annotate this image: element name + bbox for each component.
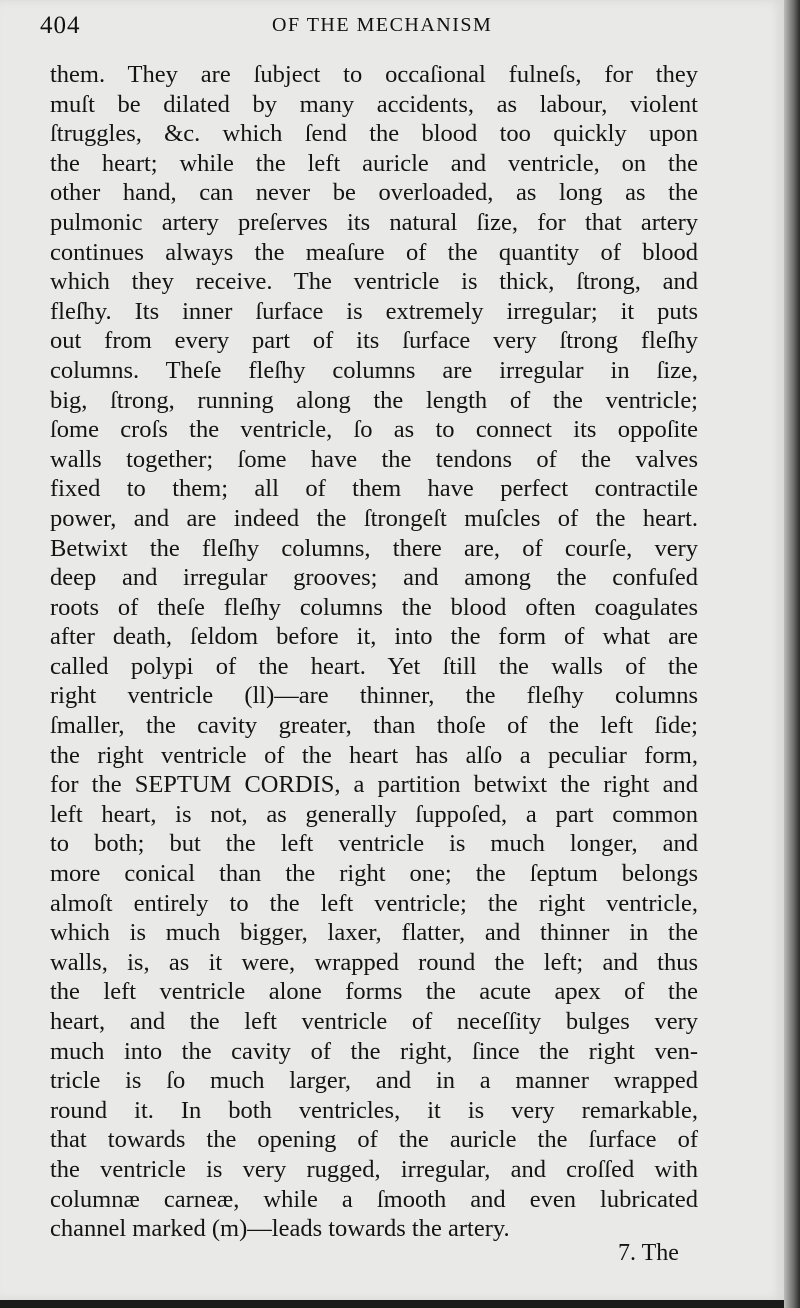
text-line: which they receive. The ventricle is thick, ſtrong, and bbox=[50, 268, 698, 296]
text-line: much into the cavity of the right, ſince the right ven- bbox=[50, 1037, 698, 1065]
text-line: the ventricle is very rugged, irregular, and croſſed with bbox=[50, 1155, 698, 1183]
text-line: more conical than the right one; the ſeptum belongs bbox=[50, 860, 698, 888]
text-line: ſmaller, the cavity greater, than thoſe of the left ſide; bbox=[50, 712, 698, 740]
text-line: columnæ carneæ, while a ſmooth and even lubricated bbox=[50, 1185, 698, 1213]
text-line: walls together; ſome have the tendons of the valves bbox=[50, 445, 698, 473]
text-line: fleſhy. Its inner ſurface is extremely irregular; it puts bbox=[50, 297, 698, 325]
text-line: round it. In both ventricles, it is very remarkable, bbox=[50, 1096, 698, 1124]
text-line: the right ventricle of the heart has alſo a peculiar form, bbox=[50, 741, 698, 769]
text-line: big, ſtrong, running along the length of the ventricle; bbox=[50, 386, 698, 414]
text-line: continues always the meaſure of the quantity of blood bbox=[50, 238, 698, 266]
text-line: out from every part of its ſurface very ſtrong fleſhy bbox=[50, 327, 698, 355]
text-line: after death, ſeldom before it, into the form of what are bbox=[50, 623, 698, 651]
page-header bbox=[40, 12, 700, 42]
text-line: fixed to them; all of them have perfect contractile bbox=[50, 475, 698, 503]
text-line: deep and irregular grooves; and among the confuſed bbox=[50, 564, 698, 592]
text-line: heart, and the left ventricle of neceſſity bulges very bbox=[50, 1008, 698, 1035]
text-line: tricle is ſo much larger, and in a manner wrapped bbox=[50, 1067, 698, 1095]
text-line: to both; but the left ventricle is much longer, and bbox=[50, 830, 698, 858]
text-line: almoſt entirely to the left ventricle; the right ventricle, bbox=[50, 889, 698, 917]
text-line: walls, is, as it were, wrapped round the left; and thus bbox=[50, 948, 698, 976]
text-line: ſtruggles, &c. which ſend the blood too quickly upon bbox=[50, 120, 698, 148]
text-line: the left ventricle alone forms the acute apex of the bbox=[50, 978, 698, 1006]
text-line: Betwixt the fleſhy columns, there are, of courſe, very bbox=[50, 534, 698, 562]
text-line: for the SEPTUM CORDIS, a partition betwixt the right and bbox=[50, 771, 698, 799]
text-line: called polypi of the heart. Yet ſtill the walls of the bbox=[50, 652, 698, 680]
text-line: columns. Theſe fleſhy columns are irregular in ſize, bbox=[50, 356, 698, 384]
text-line: that towards the opening of the auricle the ſurface of bbox=[50, 1126, 698, 1154]
text-line: muſt be dilated by many accidents, as labour, violent bbox=[50, 90, 698, 118]
text-line: roots of theſe fleſhy columns the blood often coagulates bbox=[50, 593, 698, 621]
body-text bbox=[50, 60, 698, 1244]
text-line: other hand, can never be overloaded, as long as the bbox=[50, 179, 698, 207]
text-line: them. They are ſubject to occaſional fulneſs, for they bbox=[50, 61, 698, 88]
text-line: pulmonic artery preſerves its natural ſize, for that artery bbox=[50, 208, 698, 236]
text-line: the heart; while the left auricle and ventricle, on the bbox=[50, 149, 698, 177]
page-number: 404 bbox=[40, 12, 81, 39]
catchword: 7. The bbox=[618, 1240, 679, 1266]
text-line: ſome croſs the ventricle, ſo as to connect its oppoſite bbox=[50, 416, 698, 444]
text-line: channel marked (m)—leads towards the artery. bbox=[50, 1215, 510, 1243]
text-line: which is much bigger, laxer, flatter, and thinner in the bbox=[50, 919, 698, 947]
text-line: right ventricle (ll)—are thinner, the fleſhy columns bbox=[50, 682, 698, 710]
page-edge bbox=[784, 0, 800, 1308]
text-line: left heart, is not, as generally ſuppoſed, a part common bbox=[50, 800, 698, 828]
text-line: power, and are indeed the ſtrongeſt muſcles of the heart. bbox=[50, 504, 698, 532]
running-head: OF THE MECHANISM bbox=[272, 14, 493, 36]
